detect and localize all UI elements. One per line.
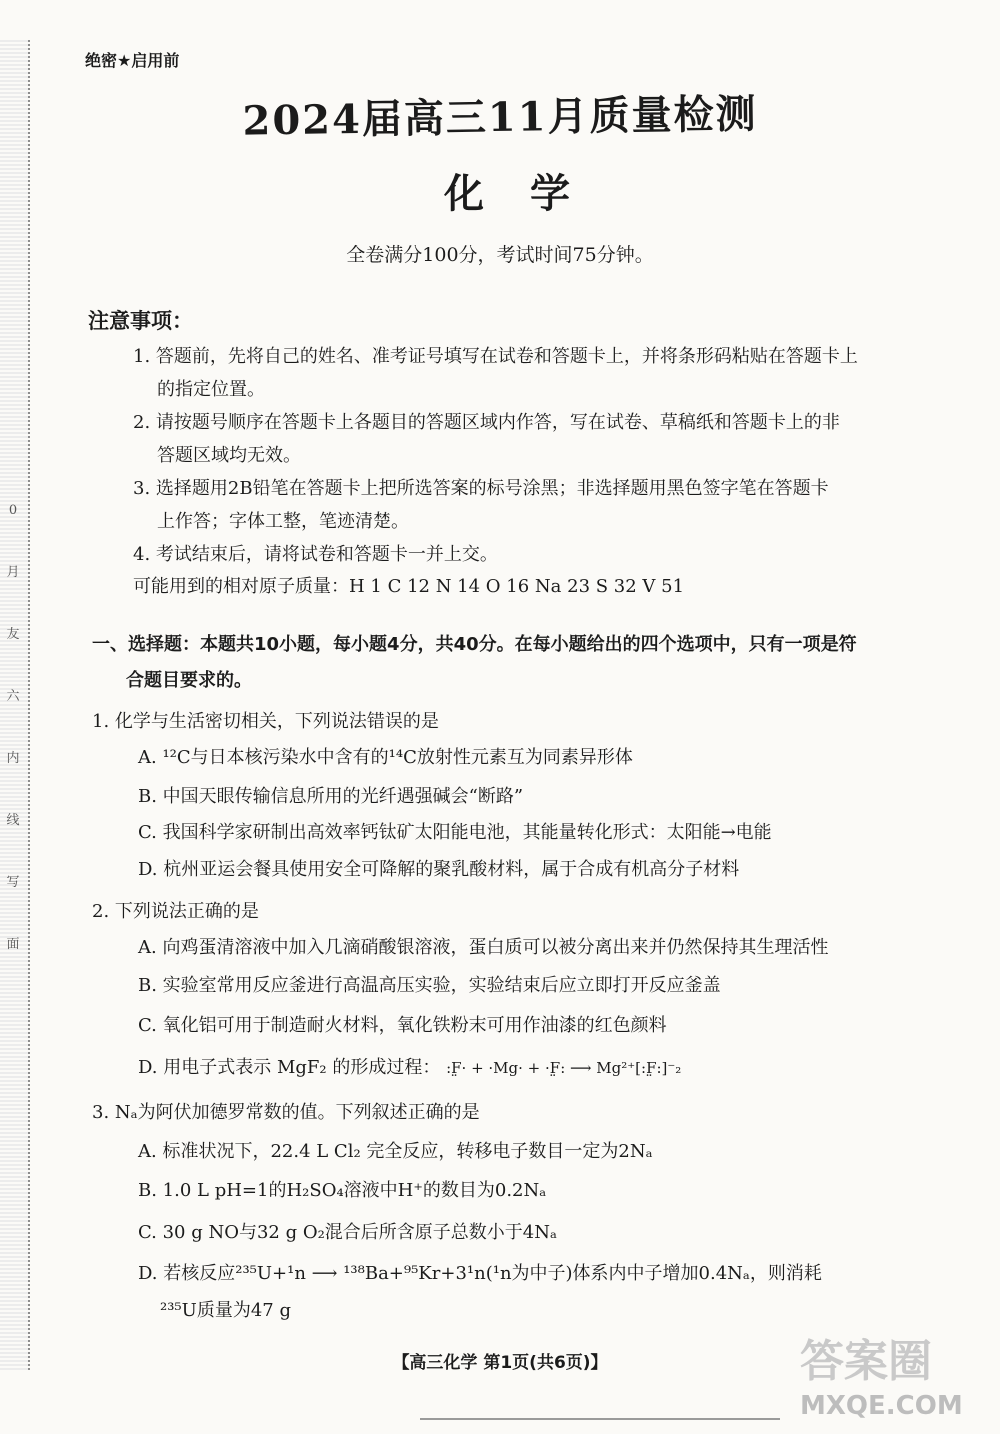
binding-mark: 线 [6,813,20,828]
note-line: 答题区域均无效。 [157,445,301,466]
binding-mark: 六 [6,689,20,704]
notes-title: 注意事项： [88,309,193,333]
question-2-stem: 2. 下列说法正确的是 [92,901,259,922]
binding-mark: 0 [8,503,18,518]
secret-label: 绝密★启用前 [85,51,180,70]
question-1-stem: 1. 化学与生活密切相关，下列说法错误的是 [92,711,439,732]
score-info: 全卷满分100分，考试时间75分钟。 [346,244,654,266]
binding-mark: 友 [6,627,20,642]
binding-mark: 月 [6,565,20,580]
q3-option-c: C. 30 g NO与32 g O₂混合后所含原子总数小于4Nₐ [138,1222,557,1243]
note-line: 的指定位置。 [157,379,265,400]
binding-mark: 内 [6,751,20,766]
binding-mark: 写 [6,875,20,890]
q1-option-c: C. 我国科学家研制出高效率钙钛矿太阳能电池，其能量转化形式：太阳能→电能 [138,822,772,843]
q1-option-a: A. ¹²C与日本核污染水中含有的¹⁴C放射性元素互为同素异形体 [138,747,633,768]
watermark-url: MXQE.COM [800,1391,963,1421]
note-line: 2. 请按题号顺序在答题卡上各题目的答题区域内作答，写在试卷、草稿纸和答题卡上的非 [133,412,840,433]
section-heading: 一、选择题：本题共10小题，每小题4分，共40分。在每小题给出的四个选项中，只有一项是符 [92,634,857,655]
q1-option-b: B. 中国天眼传输信息所用的光纤遇强碱会“断路” [138,786,524,807]
section-heading-cont: 合题目要求的。 [126,670,252,691]
q3-option-b: B. 1.0 L pH=1的H₂SO₄溶液中H⁺的数目为0.2Nₐ [138,1180,547,1201]
watermark [800,1325,990,1425]
q2-option-d [138,1053,681,1079]
note-line: 4. 考试结束后，请将试卷和答题卡一并上交。 [133,544,498,565]
watermark-logo: 答案圈 [800,1336,932,1387]
binding-marks [2,480,24,976]
note-line: 上作答；字体工整，笔迹清楚。 [157,511,409,532]
atomic-mass-line: 可能用到的相对原子质量：H 1 C 12 N 14 O 16 Na 23 S 32 V 51 [133,576,685,597]
q3-option-a: A. 标准状况下，22.4 L Cl₂ 完全反应，转移电子数目一定为2Nₐ [138,1141,653,1162]
note-line: 3. 选择题用2B铅笔在答题卡上把所选答案的标号涂黑；非选择题用黑色签字笔在答题卡 [133,478,829,499]
exam-title: 2024届高三11月质量检测 [242,90,758,145]
mgf2-formation-formula: :F̤· + ·Mg· + ·F̤: ⟶ Mg²⁺[:F̤:]⁻₂ [446,1059,682,1077]
question-3-stem: 3. Nₐ为阿伏加德罗常数的值。下列叙述正确的是 [92,1102,480,1123]
bottom-rule [420,1418,780,1420]
note-line: 1. 答题前，先将自己的姓名、准考证号填写在试卷和答题卡上，并将条形码粘贴在答题卡上 [133,346,858,367]
q3-option-d: D. 若核反应²³⁵U+¹n ⟶ ¹³⁸Ba+⁹⁵Kr+3¹n(¹n为中子)体系内中子增加0.4Nₐ，则消耗 [138,1263,822,1284]
q2-option-b: B. 实验室常用反应釜进行高温高压实验，实验结束后应立即打开反应釜盖 [138,975,721,996]
q2-option-a: A. 向鸡蛋清溶液中加入几滴硝酸银溶液，蛋白质可以被分离出来并仍然保持其生理活性 [138,937,829,958]
q1-option-d: D. 杭州亚运会餐具使用安全可降解的聚乳酸材料，属于合成有机高分子材料 [138,859,740,880]
q3-option-d-cont: ²³⁵U质量为47 g [160,1300,291,1321]
q2-option-c: C. 氧化铝可用于制造耐火材料，氧化铁粉末可用作油漆的红色颜料 [138,1015,667,1036]
q2-option-d-text: D. 用电子式表示 MgF₂ 的形成过程： [138,1057,441,1078]
subject-title: 化学 [444,170,616,217]
page-footer: 【高三化学 第1页(共6页)】 [392,1353,608,1373]
binding-mark: 面 [6,937,20,952]
